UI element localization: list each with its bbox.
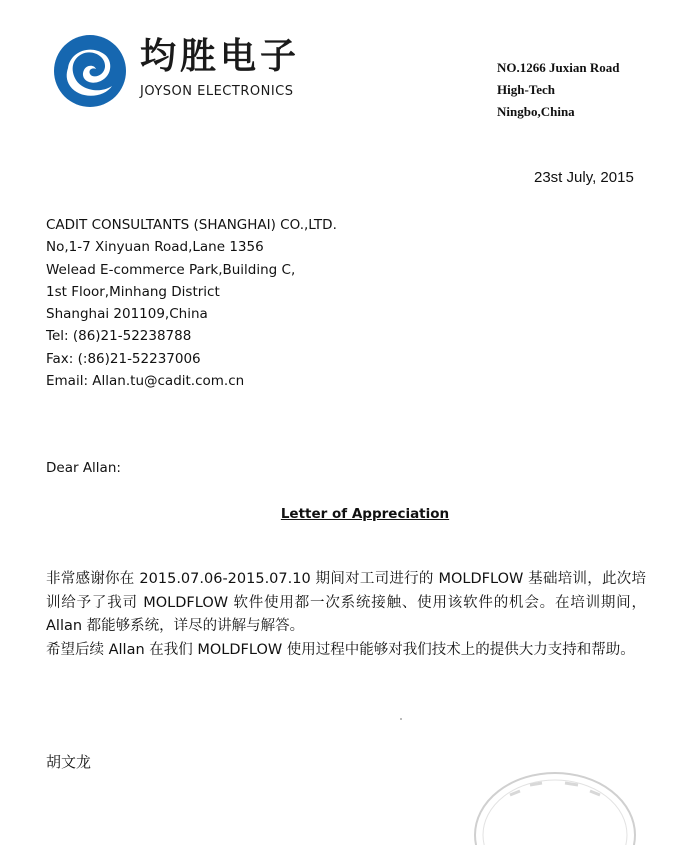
greeting: Dear Allan: xyxy=(46,460,121,476)
company-logo xyxy=(52,34,302,114)
recipient-block xyxy=(46,214,337,392)
joyson-swirl-logo-icon xyxy=(52,34,128,108)
signature-name: 胡文龙 xyxy=(46,753,92,771)
body-paragraph: 非常感谢你在 2015.07.06-2015.07.10 期间对工司进行的 MOLDFLOW 基础培训，此次培训给予了我司 MOLDFLOW 软件使用都一次系统接触、使用该软件的机会。在培训期间，Allan 都能够系统，详尽的讲解与解答。 xyxy=(46,571,646,634)
body-paragraph: 希望后续 Allan 在我们 MOLDFLOW 使用过程中能够对我们技术上的提供大力支持和帮助。 xyxy=(46,641,635,658)
recipient-address-line: 1st Floor,Minhang District xyxy=(46,283,220,300)
letter-date: 23st July, 2015 xyxy=(534,169,634,186)
recipient-address-line: No,1-7 Xinyuan Road,Lane 1356 xyxy=(46,239,264,256)
recipient-address-line: Shanghai 201109,China xyxy=(46,306,208,323)
logo-english-name: JOYSON ELECTRONICS xyxy=(140,84,294,99)
recipient-fax: Fax: (:86)21-52237006 xyxy=(46,350,201,367)
sender-address xyxy=(497,57,619,123)
company-seal-stamp-icon xyxy=(470,755,640,845)
sender-address-line: NO.1266 Juxian Road xyxy=(497,60,620,75)
letter-title: Letter of Appreciation xyxy=(280,506,450,522)
scan-speck xyxy=(400,718,402,720)
logo-chinese-name: 均胜电子 xyxy=(140,36,301,77)
recipient-company: CADIT CONSULTANTS (SHANGHAI) CO.,LTD. xyxy=(46,217,337,233)
letter-title-container xyxy=(0,506,700,522)
sender-address-line: Ningbo,China xyxy=(497,104,575,119)
recipient-address-line: Welead E-commerce Park,Building C, xyxy=(46,261,296,278)
recipient-email: Email: Allan.tu@cadit.com.cn xyxy=(46,373,245,390)
recipient-tel: Tel: (86)21-52238788 xyxy=(46,328,192,345)
letter-body xyxy=(46,568,646,662)
sender-address-line: High-Tech xyxy=(497,82,556,97)
